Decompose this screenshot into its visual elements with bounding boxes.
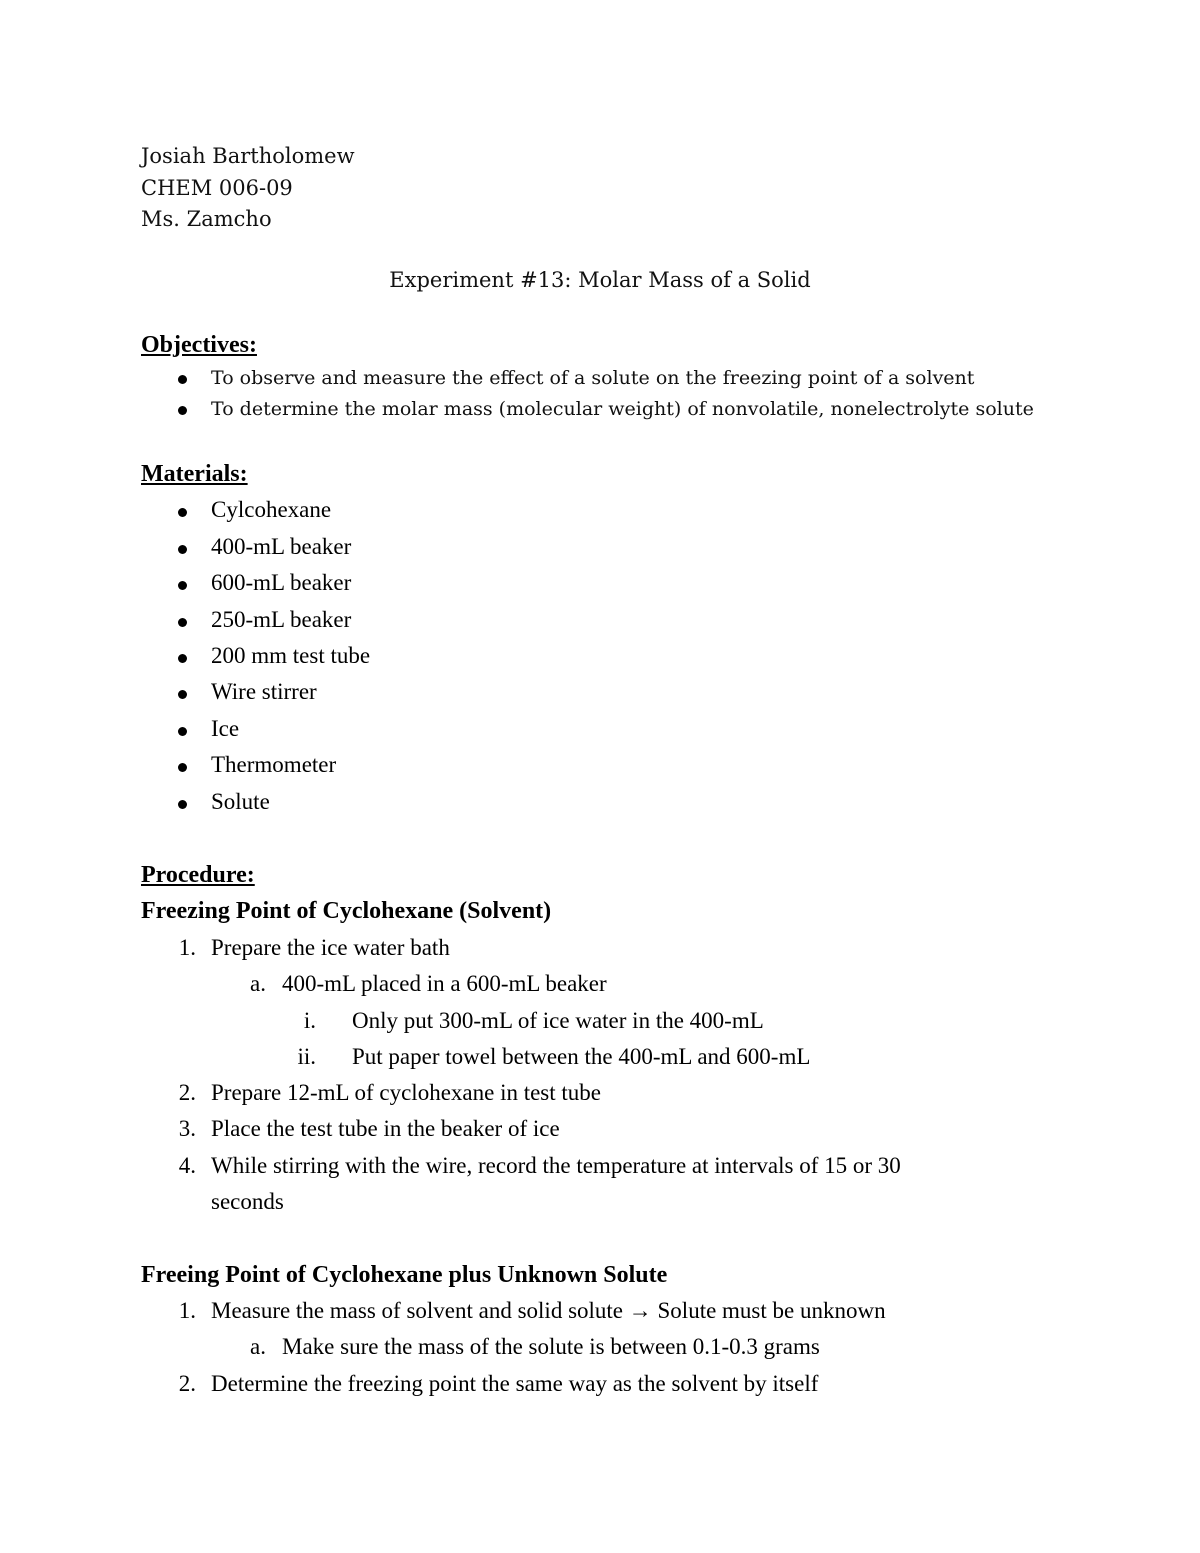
step-letter: a. (250, 1334, 266, 1359)
bullet-icon (178, 545, 187, 554)
bullet-icon (178, 508, 187, 517)
material-item: Ice (211, 716, 240, 741)
author-name: Josiah Bartholomew (141, 144, 355, 168)
step-text: Place the test tube in the beaker of ice (211, 1116, 560, 1141)
step-text: Determine the freezing point the same way as the solvent by itself (211, 1371, 819, 1396)
material-item: 600-mL beaker (211, 570, 352, 595)
material-item: Wire stirrer (211, 679, 317, 704)
step-text: 400-mL placed in a 600-mL beaker (282, 971, 607, 996)
step-number: 2. (178, 1080, 196, 1105)
step-text: Make sure the mass of the solute is between 0.1-0.3 grams (282, 1334, 820, 1359)
objective-item: To determine the molar mass (molecular weight) of nonvolatile, nonelectrolyte solute (211, 398, 1034, 420)
material-item: 250-mL beaker (211, 607, 352, 632)
step-number: 3. (178, 1116, 196, 1141)
step-number: 4. (178, 1153, 196, 1178)
step-text: Prepare 12-mL of cyclohexane in test tube (211, 1080, 602, 1105)
step-number: 1. (178, 1298, 196, 1323)
step-text: Only put 300-mL of ice water in the 400-mL (352, 1008, 764, 1033)
procedure-subheading-solvent: Freezing Point of Cyclohexane (Solvent) (141, 898, 552, 924)
procedure-subheading-solute: Freeing Point of Cyclohexane plus Unknown Solute (141, 1262, 668, 1288)
bullet-icon (178, 581, 187, 590)
course-code: CHEM 006-09 (141, 176, 293, 200)
material-item: 200 mm test tube (211, 643, 371, 668)
bullet-icon (178, 800, 187, 809)
material-item: 400-mL beaker (211, 534, 352, 559)
material-item: Thermometer (211, 752, 337, 777)
step-roman: ii. (297, 1044, 316, 1069)
bullet-icon (178, 618, 187, 627)
step-number: 2. (178, 1371, 196, 1396)
bullet-icon (178, 763, 187, 772)
materials-heading: Materials: (141, 461, 248, 487)
document-title: Experiment #13: Molar Mass of a Solid (389, 268, 811, 292)
material-item: Cylcohexane (211, 497, 332, 522)
step-text: Measure the mass of solvent and solid solute → Solute must be unknown (211, 1298, 886, 1323)
bullet-icon (178, 375, 187, 384)
bullet-icon (178, 654, 187, 663)
procedure-heading: Procedure: (141, 862, 255, 888)
bullet-icon (178, 690, 187, 699)
step-roman: i. (303, 1008, 316, 1033)
material-item: Solute (211, 789, 270, 814)
step-text-continuation: seconds (211, 1189, 284, 1214)
step-text: Prepare the ice water bath (211, 935, 450, 960)
objective-item: To observe and measure the effect of a solute on the freezing point of a solvent (211, 367, 975, 389)
bullet-icon (178, 727, 187, 736)
bullet-icon (178, 406, 187, 415)
step-letter: a. (250, 971, 266, 996)
objectives-heading: Objectives: (141, 332, 257, 358)
instructor-name: Ms. Zamcho (141, 207, 272, 231)
step-text: While stirring with the wire, record the temperature at intervals of 15 or 30 (211, 1153, 901, 1178)
step-number: 1. (178, 935, 196, 960)
step-text: Put paper towel between the 400-mL and 600-mL (352, 1044, 811, 1069)
